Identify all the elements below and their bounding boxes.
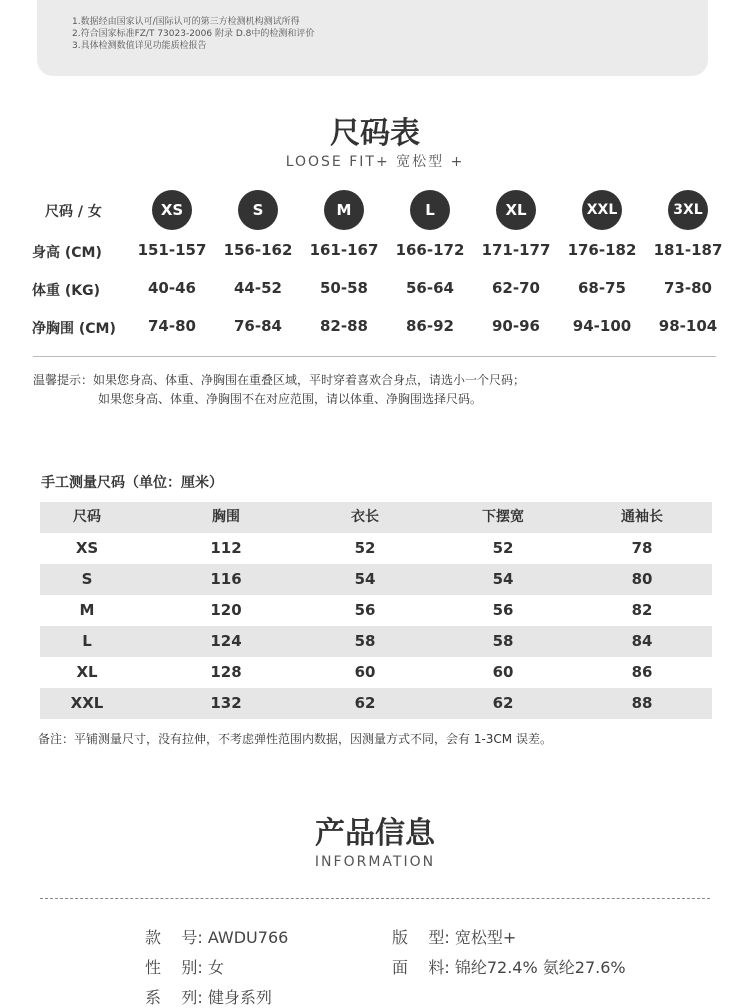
table-cell: 84 [631, 632, 653, 650]
table-cell: XL [76, 663, 98, 681]
weight-row [0, 277, 750, 301]
height-cell: 151-157 [137, 241, 207, 259]
table-cell: 54 [354, 570, 376, 588]
info-value: 宽松型+ [454, 928, 517, 947]
info-key: 款 号: [145, 928, 203, 947]
tip-line: 温馨提示：如果您身高、体重、净胸围在重叠区域，平时穿着喜欢合身点，请选小一个尺码； [33, 373, 526, 387]
weight-cell: 40-46 [148, 279, 196, 297]
size-badge: XL [496, 190, 536, 230]
info-subtitle: INFORMATION [314, 854, 436, 870]
table-cell: S [81, 570, 93, 588]
table-header-cell: 尺码 [73, 509, 101, 525]
test-notes [72, 16, 314, 52]
weight-cell: 56-64 [406, 279, 454, 297]
info-key: 性 别: [145, 958, 203, 977]
table-cell: XXL [70, 694, 104, 712]
info-item-gender [145, 955, 224, 978]
height-cell: 171-177 [481, 241, 551, 259]
table-header-cell: 下摆宽 [482, 509, 524, 525]
table-cell: 58 [354, 632, 376, 650]
test-note: 2.符合国家标准FZ/T 73023-2006 附录 D.8中的检测和评价 [72, 29, 315, 39]
size-badge: 3XL [668, 190, 708, 230]
table-cell: 54 [492, 570, 514, 588]
weight-cell: 44-52 [234, 279, 282, 297]
height-row [0, 239, 750, 263]
size-tip [33, 371, 525, 409]
table-cell: 78 [631, 539, 653, 557]
info-item-fit [392, 925, 516, 948]
info-key: 系 列: [145, 988, 203, 1007]
table-cell: 124 [210, 632, 242, 650]
test-note: 3.具体检测数值详见功能质检报告 [72, 41, 207, 51]
table-cell: 62 [492, 694, 514, 712]
chest-cell: 90-96 [492, 317, 540, 335]
table-cell: 116 [210, 570, 242, 588]
row-label: 体重 (KG) [32, 283, 101, 299]
table-cell: XS [75, 539, 99, 557]
table-cell: 56 [354, 601, 376, 619]
info-value: AWDU766 [207, 928, 289, 947]
height-cell: 176-182 [567, 241, 637, 259]
info-item-style-no [145, 925, 288, 948]
table-header-cell: 胸围 [212, 509, 240, 525]
height-cell: 161-167 [309, 241, 379, 259]
info-title: 产品信息 [315, 816, 435, 851]
table-cell: 112 [210, 539, 242, 557]
manual-table-title: 手工测量尺码（单位：厘米） [41, 475, 223, 491]
size-chart-divider [33, 356, 716, 357]
size-badge: XXL [582, 190, 622, 230]
table-cell: 62 [354, 694, 376, 712]
table-cell: 58 [492, 632, 514, 650]
table-row [40, 533, 712, 564]
height-cell: 156-162 [223, 241, 293, 259]
measurement-remark: 备注：平铺测量尺寸，没有拉伸，不考虑弹性范围内数据，因测量方式不同，会有 1-3CM 误差。 [38, 732, 552, 746]
chest-cell: 74-80 [148, 317, 196, 335]
weight-cell: 68-75 [578, 279, 626, 297]
table-cell: 128 [210, 663, 242, 681]
size-badges [0, 190, 750, 230]
size-badge: L [410, 190, 450, 230]
table-cell: 82 [631, 601, 653, 619]
table-row [40, 657, 712, 688]
info-item-series [145, 985, 272, 1008]
weight-cell: 50-58 [320, 279, 368, 297]
info-item-fabric [392, 955, 626, 978]
row-label: 身高 (CM) [32, 245, 102, 261]
table-header-row [40, 502, 712, 533]
info-value: 女 [207, 958, 224, 977]
size-badge: XS [152, 190, 192, 230]
chest-cell: 94-100 [572, 317, 632, 335]
tip-line: 如果您身高、体重、净胸围不在对应范围，请以体重、净胸围选择尺码。 [98, 392, 483, 406]
test-notes-card [37, 0, 708, 76]
chest-cell: 76-84 [234, 317, 282, 335]
table-cell: 60 [354, 663, 376, 681]
height-cell: 166-172 [395, 241, 465, 259]
table-cell: 56 [492, 601, 514, 619]
info-value: 健身系列 [207, 988, 272, 1007]
test-note: 1.数据经由国家认可/国际认可的第三方检测机构测试所得 [72, 17, 300, 27]
table-cell: 52 [492, 539, 514, 557]
table-cell: 80 [631, 570, 653, 588]
size-chart-title: 尺码表 [330, 116, 420, 151]
table-cell: M [79, 601, 95, 619]
size-header-label: 尺码 / 女 [45, 204, 102, 220]
size-badge: M [324, 190, 364, 230]
info-divider [40, 898, 710, 899]
table-cell: 60 [492, 663, 514, 681]
table-row [40, 626, 712, 657]
row-label: 净胸围 (CM) [32, 321, 116, 337]
size-chart-subtitle: LOOSE FIT+ 宽松型 + [285, 154, 465, 170]
table-row [40, 595, 712, 626]
table-cell: 86 [631, 663, 653, 681]
table-cell: 88 [631, 694, 653, 712]
weight-cell: 73-80 [664, 279, 712, 297]
weight-cell: 62-70 [492, 279, 540, 297]
chest-cell: 98-104 [658, 317, 718, 335]
chest-cell: 86-92 [406, 317, 454, 335]
table-cell: 132 [210, 694, 242, 712]
table-header-cell: 通袖长 [621, 509, 663, 525]
chest-row [0, 315, 750, 339]
table-row [40, 688, 712, 719]
manual-size-table [40, 502, 712, 719]
chest-cell: 82-88 [320, 317, 368, 335]
size-badge: S [238, 190, 278, 230]
table-cell: 52 [354, 539, 376, 557]
info-key: 版 型: [392, 928, 450, 947]
info-key: 面 料: [392, 958, 450, 977]
table-cell: L [82, 632, 92, 650]
table-row [40, 564, 712, 595]
info-value: 锦纶72.4% 氨纶27.6% [454, 958, 626, 977]
table-header-cell: 衣长 [351, 509, 379, 525]
height-cell: 181-187 [653, 241, 723, 259]
table-cell: 120 [210, 601, 242, 619]
